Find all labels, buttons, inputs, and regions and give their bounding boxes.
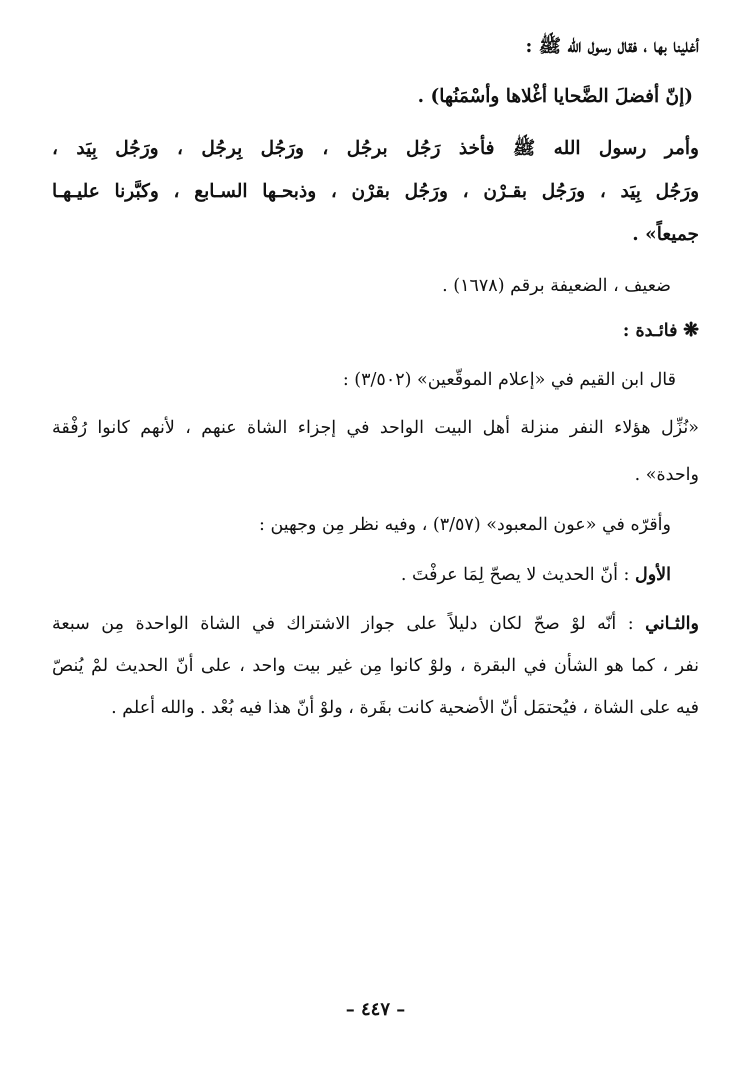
second-point-label: والثـاني: [645, 614, 699, 634]
hadith-line-3: وأمر رسول الله ﷺ فأخذ رَجُل برجُل ، ورَجُل بِرجُل ، ورَجُل بِيَد ،: [52, 138, 699, 159]
quote-line-1: «نُزِّل هؤلاء النفر منزلة أهل البيت الواحد في إجزاء الشاة عنهم ، لأنهم كانوا رُفْقة: [52, 418, 699, 438]
quote-line-2: واحدة» .: [634, 465, 699, 485]
grading-line: ضعيف ، الضعيفة برقم (١٦٧٨) .: [442, 276, 671, 296]
hadith-line-1: أغلينا بها ، فقال رسول الله ﷺ :: [525, 36, 699, 57]
ibn-qayyim-intro: قال ابن القيم في «إعلام الموقّعين» (٣/٥٠٢) :: [342, 370, 676, 390]
first-point-label: الأول: [634, 565, 671, 585]
benefit-heading-label: فائـدة :: [622, 321, 678, 341]
second-point-text-1: : أنّه لوْ صحّ لكان دليلاً على جواز الاشتراك في الشاة الواحدة مِن سبعة: [52, 614, 634, 634]
first-point: [401, 561, 671, 589]
star-icon: ❋: [683, 319, 699, 341]
second-point-line-1: [52, 610, 699, 638]
benefit-heading: [623, 316, 699, 345]
hadith-line-5: جميعاً» .: [632, 224, 699, 245]
first-point-text: : أنّ الحديث لا يصحّ لِمَا عرفْتَ .: [400, 565, 630, 585]
page-number: – ٤٤٧ –: [345, 999, 406, 1020]
hadith-line-4: ورَجُل بِيَد ، ورَجُل بقـرْن ، ورَجُل بقرْن ، وذبحـها السـابع ، وكبَّرنا عليـهـا: [52, 181, 699, 202]
second-point-line-2: نفر ، كما هو الشأن في البقرة ، ولوْ كانوا مِن غير بيت واحد ، على أنّ الحديث لمْ يُنصّ: [52, 656, 699, 676]
awn-line: وأقرّه في «عون المعبود» (٣/٥٧) ، وفيه نظر مِن وجهين :: [258, 515, 671, 535]
hadith-line-2: (إنّ أفضلَ الضَّحايا أغْلاها وأسْمَنُها) .: [417, 86, 693, 107]
second-point-line-3: فيه على الشاة ، فيُحتمَل أنّ الأضحية كانت بقَرة ، ولوْ أنّ هذا فيه بُعْد . والله أعلم .: [111, 698, 699, 718]
